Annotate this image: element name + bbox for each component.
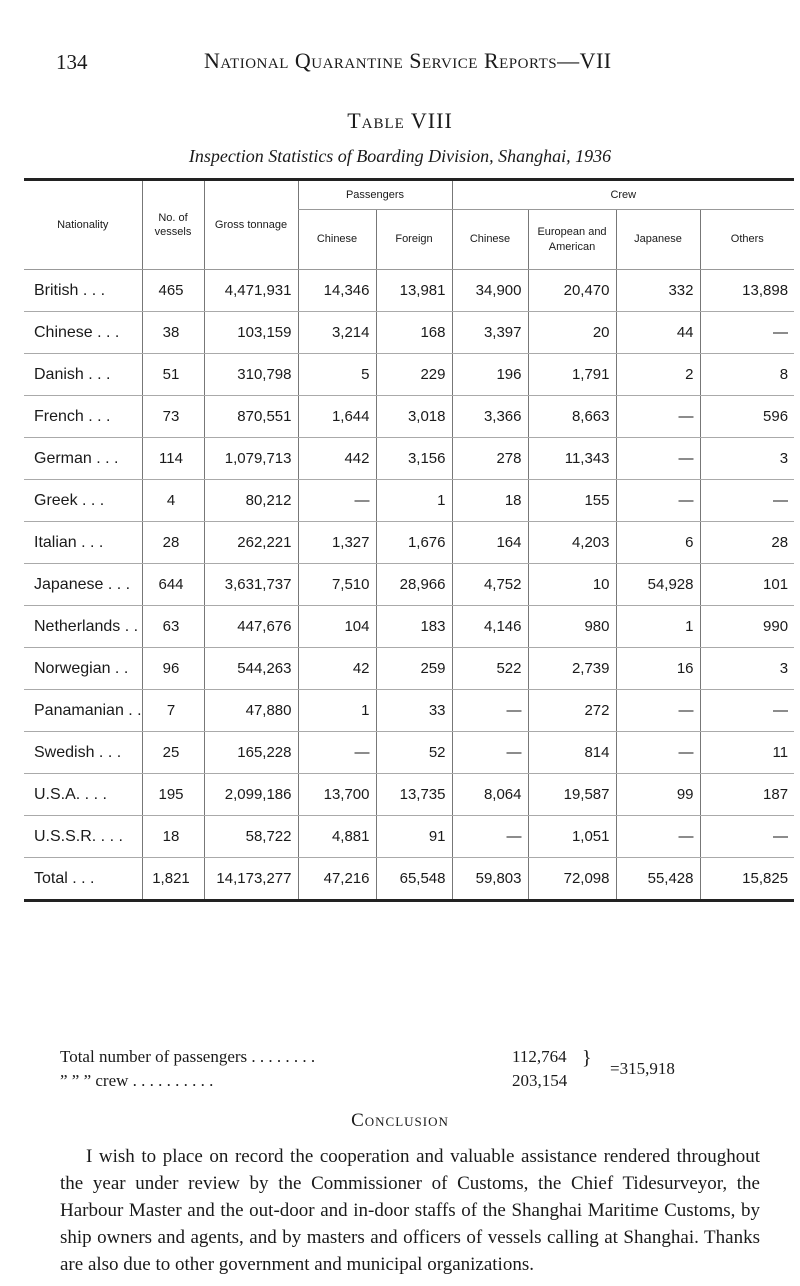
cell-crew-others: 15,825 — [700, 858, 794, 901]
cell-crew-euro: 814 — [528, 732, 616, 774]
cell-tonnage: 3,631,737 — [204, 564, 298, 606]
cell-crew-chinese: 164 — [452, 522, 528, 564]
cell-tonnage: 103,159 — [204, 312, 298, 354]
cell-vessels: 51 — [142, 354, 204, 396]
cell-crew-euro: 4,203 — [528, 522, 616, 564]
table-row — [24, 354, 794, 396]
cell-vessels: 18 — [142, 816, 204, 858]
summary-crew-label: ” ” ” crew . . . . . . . . . . — [60, 1071, 214, 1090]
cell-crew-chinese: 4,752 — [452, 564, 528, 606]
cell-crew-japanese: — — [616, 480, 700, 522]
cell-vessels: 465 — [142, 270, 204, 312]
cell-tonnage: 870,551 — [204, 396, 298, 438]
cell-crew-japanese: — — [616, 396, 700, 438]
cell-crew-chinese: 3,366 — [452, 396, 528, 438]
table-subtitle: Inspection Statistics of Boarding Division, Shanghai, 1936 — [188, 146, 612, 166]
table-row — [24, 690, 794, 732]
cell-crew-others: — — [700, 816, 794, 858]
cell-pass-foreign: 52 — [376, 732, 452, 774]
cell-crew-euro: 1,791 — [528, 354, 616, 396]
cell-nationality: U.S.A. . . . — [24, 774, 142, 816]
cell-nationality: Japanese . . . — [24, 564, 142, 606]
cell-nationality: Total . . . — [24, 858, 142, 901]
cell-nationality: British . . . — [24, 270, 142, 312]
summary-combined-total: =315,918 — [610, 1059, 675, 1078]
cell-crew-chinese: 34,900 — [452, 270, 528, 312]
cell-pass-chinese: — — [298, 732, 376, 774]
cell-crew-japanese: 99 — [616, 774, 700, 816]
cell-pass-chinese: 442 — [298, 438, 376, 480]
cell-tonnage: 1,079,713 — [204, 438, 298, 480]
cell-crew-others: 101 — [700, 564, 794, 606]
summary-brace-top: } — [582, 1047, 592, 1069]
cell-crew-euro: 72,098 — [528, 858, 616, 901]
cell-crew-others: 13,898 — [700, 270, 794, 312]
cell-crew-japanese: 44 — [616, 312, 700, 354]
summary-crew-value: 203,154 — [512, 1071, 568, 1090]
col-crew-japanese: Japanese — [616, 210, 700, 270]
cell-nationality: French . . . — [24, 396, 142, 438]
cell-pass-foreign: 168 — [376, 312, 452, 354]
cell-crew-others: 8 — [700, 354, 794, 396]
cell-crew-euro: 10 — [528, 564, 616, 606]
cell-crew-chinese: 4,146 — [452, 606, 528, 648]
cell-crew-chinese: — — [452, 690, 528, 732]
cell-pass-chinese: 4,881 — [298, 816, 376, 858]
cell-crew-others: 28 — [700, 522, 794, 564]
summary-block — [60, 1047, 760, 1095]
cell-crew-japanese: 1 — [616, 606, 700, 648]
table-row — [24, 480, 794, 522]
col-nationality: Nationality — [24, 180, 142, 270]
conclusion-body: I wish to place on record the cooperation and valuable assistance rendered throughout the year under review by the Commissioner of Customs, the Chief Tidesurveyor, the Harbour Master and the out-door and in-door staffs of the Shanghai Maritime Customs, by ship owners and agents, and by masters and officers of vessels calling at Shanghai. Thanks are also due to other government and municipal organizations. — [60, 1146, 760, 1275]
cell-pass-foreign: 28,966 — [376, 564, 452, 606]
cell-crew-euro: 8,663 — [528, 396, 616, 438]
cell-crew-japanese: 332 — [616, 270, 700, 312]
cell-crew-chinese: 278 — [452, 438, 528, 480]
cell-vessels: 73 — [142, 396, 204, 438]
cell-crew-chinese: 59,803 — [452, 858, 528, 901]
cell-vessels: 644 — [142, 564, 204, 606]
cell-nationality: Chinese . . . — [24, 312, 142, 354]
cell-crew-japanese: 6 — [616, 522, 700, 564]
cell-crew-euro: 20 — [528, 312, 616, 354]
cell-vessels: 28 — [142, 522, 204, 564]
table-row — [24, 816, 794, 858]
cell-crew-euro: 155 — [528, 480, 616, 522]
table-row — [24, 312, 794, 354]
cell-nationality: Swedish . . . — [24, 732, 142, 774]
cell-crew-euro: 272 — [528, 690, 616, 732]
table-row — [24, 396, 794, 438]
cell-nationality: U.S.S.R. . . . — [24, 816, 142, 858]
cell-crew-others: — — [700, 690, 794, 732]
cell-crew-euro: 20,470 — [528, 270, 616, 312]
cell-crew-others: 187 — [700, 774, 794, 816]
page-number: 134 — [56, 50, 88, 74]
cell-pass-foreign: 3,018 — [376, 396, 452, 438]
cell-nationality: Panamanian . . — [24, 690, 142, 732]
cell-pass-chinese: 47,216 — [298, 858, 376, 901]
cell-tonnage: 4,471,931 — [204, 270, 298, 312]
cell-crew-chinese: 8,064 — [452, 774, 528, 816]
cell-crew-japanese: — — [616, 816, 700, 858]
cell-crew-others: — — [700, 312, 794, 354]
cell-crew-euro: 1,051 — [528, 816, 616, 858]
cell-crew-japanese: 54,928 — [616, 564, 700, 606]
col-crew-others: Others — [700, 210, 794, 270]
cell-tonnage: 58,722 — [204, 816, 298, 858]
running-head: National Quarantine Service Reports—VII — [204, 48, 612, 73]
cell-pass-foreign: 91 — [376, 816, 452, 858]
cell-pass-foreign: 183 — [376, 606, 452, 648]
cell-tonnage: 262,221 — [204, 522, 298, 564]
cell-vessels: 38 — [142, 312, 204, 354]
cell-crew-euro: 2,739 — [528, 648, 616, 690]
cell-nationality: Netherlands . . — [24, 606, 142, 648]
cell-crew-others: 596 — [700, 396, 794, 438]
table-row — [24, 270, 794, 312]
table-body — [24, 270, 794, 901]
col-crew-european-american: European and American — [528, 210, 616, 270]
col-pass-chinese: Chinese — [298, 210, 376, 270]
cell-vessels: 195 — [142, 774, 204, 816]
cell-vessels: 25 — [142, 732, 204, 774]
cell-tonnage: 310,798 — [204, 354, 298, 396]
cell-pass-chinese: 5 — [298, 354, 376, 396]
cell-pass-foreign: 65,548 — [376, 858, 452, 901]
cell-pass-chinese: 3,214 — [298, 312, 376, 354]
cell-crew-chinese: — — [452, 816, 528, 858]
table-row — [24, 774, 794, 816]
total-row — [24, 858, 794, 901]
table-row — [24, 438, 794, 480]
cell-nationality: Italian . . . — [24, 522, 142, 564]
cell-pass-chinese: 104 — [298, 606, 376, 648]
cell-crew-chinese: 18 — [452, 480, 528, 522]
cell-crew-japanese: 16 — [616, 648, 700, 690]
cell-crew-others: — — [700, 480, 794, 522]
cell-crew-japanese: — — [616, 732, 700, 774]
cell-pass-foreign: 259 — [376, 648, 452, 690]
cell-pass-chinese: 1,644 — [298, 396, 376, 438]
cell-vessels: 7 — [142, 690, 204, 732]
cell-tonnage: 2,099,186 — [204, 774, 298, 816]
cell-nationality: Danish . . . — [24, 354, 142, 396]
cell-pass-foreign: 3,156 — [376, 438, 452, 480]
cell-pass-foreign: 229 — [376, 354, 452, 396]
statistics-table-wrapper — [24, 178, 794, 902]
table-row — [24, 732, 794, 774]
cell-tonnage: 165,228 — [204, 732, 298, 774]
cell-nationality: Norwegian . . — [24, 648, 142, 690]
cell-crew-japanese: 2 — [616, 354, 700, 396]
table-head — [24, 180, 794, 270]
group-passengers: Passengers — [298, 180, 452, 210]
cell-pass-chinese: 42 — [298, 648, 376, 690]
cell-tonnage: 80,212 — [204, 480, 298, 522]
col-crew-chinese: Chinese — [452, 210, 528, 270]
cell-pass-foreign: 13,981 — [376, 270, 452, 312]
cell-pass-chinese: 13,700 — [298, 774, 376, 816]
conclusion-title: Conclusion — [351, 1110, 449, 1131]
cell-tonnage: 447,676 — [204, 606, 298, 648]
cell-pass-chinese: — — [298, 480, 376, 522]
cell-crew-chinese: 196 — [452, 354, 528, 396]
cell-pass-foreign: 13,735 — [376, 774, 452, 816]
cell-tonnage: 544,263 — [204, 648, 298, 690]
cell-crew-japanese: 55,428 — [616, 858, 700, 901]
cell-pass-foreign: 1 — [376, 480, 452, 522]
cell-pass-chinese: 14,346 — [298, 270, 376, 312]
cell-tonnage: 47,880 — [204, 690, 298, 732]
table-row — [24, 564, 794, 606]
cell-nationality: Greek . . . — [24, 480, 142, 522]
cell-nationality: German . . . — [24, 438, 142, 480]
cell-crew-japanese: — — [616, 438, 700, 480]
cell-pass-foreign: 1,676 — [376, 522, 452, 564]
table-row — [24, 648, 794, 690]
cell-vessels: 63 — [142, 606, 204, 648]
col-pass-foreign: Foreign — [376, 210, 452, 270]
cell-crew-chinese: — — [452, 732, 528, 774]
cell-pass-foreign: 33 — [376, 690, 452, 732]
cell-crew-others: 3 — [700, 648, 794, 690]
summary-passengers-value: 112,764 — [512, 1047, 567, 1066]
cell-crew-chinese: 3,397 — [452, 312, 528, 354]
cell-tonnage: 14,173,277 — [204, 858, 298, 901]
cell-crew-euro: 980 — [528, 606, 616, 648]
cell-pass-chinese: 1 — [298, 690, 376, 732]
col-vessels: No. of vessels — [142, 180, 204, 270]
table-row — [24, 606, 794, 648]
cell-crew-others: 3 — [700, 438, 794, 480]
cell-crew-chinese: 522 — [452, 648, 528, 690]
cell-crew-others: 990 — [700, 606, 794, 648]
cell-vessels: 96 — [142, 648, 204, 690]
statistics-table — [24, 178, 794, 902]
cell-pass-chinese: 7,510 — [298, 564, 376, 606]
col-tonnage: Gross tonnage — [204, 180, 298, 270]
cell-crew-euro: 11,343 — [528, 438, 616, 480]
table-title: Table VIII — [347, 108, 453, 133]
cell-crew-euro: 19,587 — [528, 774, 616, 816]
cell-vessels: 4 — [142, 480, 204, 522]
cell-vessels: 1,821 — [142, 858, 204, 901]
cell-crew-others: 11 — [700, 732, 794, 774]
cell-crew-japanese: — — [616, 690, 700, 732]
cell-pass-chinese: 1,327 — [298, 522, 376, 564]
group-crew: Crew — [452, 180, 794, 210]
cell-vessels: 114 — [142, 438, 204, 480]
table-row — [24, 522, 794, 564]
summary-passengers-label: Total number of passengers . . . . . . . . — [60, 1047, 316, 1066]
